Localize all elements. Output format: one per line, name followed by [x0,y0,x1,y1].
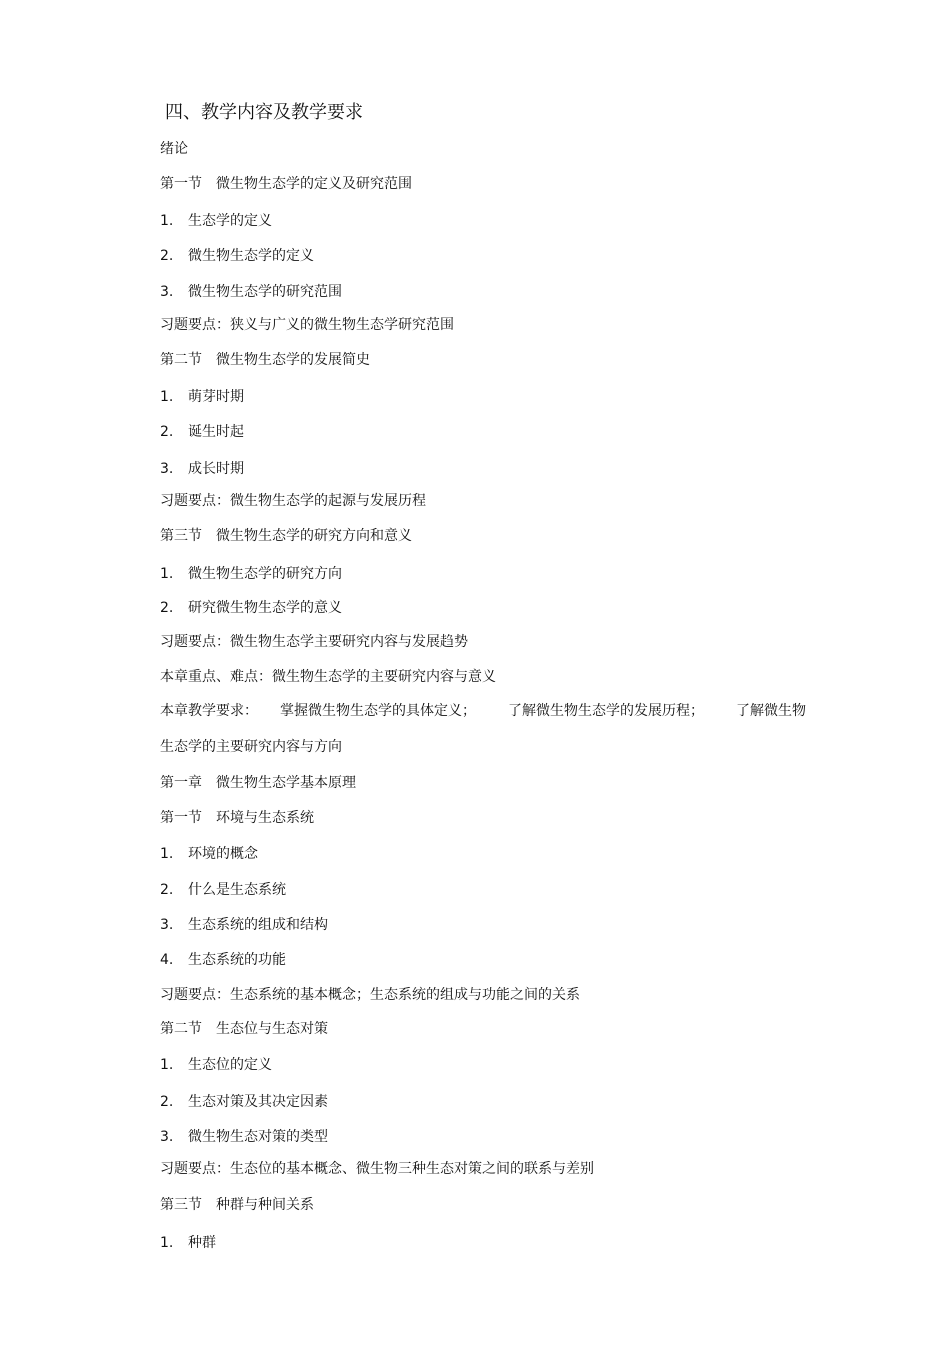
text-line [160,668,496,686]
list-item [160,423,244,441]
text-line [160,351,370,369]
line-text: 习题要点：生态位的基本概念、微生物三种生态对策之间的联系与差别 [160,1161,594,1177]
list-item [160,916,328,934]
text-line [160,492,426,510]
chapter-requirement-continuation: 生态学的主要研究内容与方向 [160,739,342,755]
list-item-number: 3. [160,284,174,300]
line-text: 习题要点：微生物生态学主要研究内容与发展趋势 [160,634,468,650]
list-item [160,1128,328,1146]
list-item [160,565,342,583]
list-item-number: 1. [160,213,174,229]
line-text: 种群 [188,1235,216,1251]
line-text: 诞生时起 [188,424,244,440]
list-item [160,845,258,863]
line-text: 第一章 微生物生态学基本原理 [160,775,356,791]
line-text: 微生物生态对策的类型 [188,1129,328,1145]
requirement-part-1: 掌握微生物生态学的具体定义； [280,703,476,719]
line-text: 第一节 环境与生态系统 [160,810,314,826]
list-item [160,1093,328,1111]
line-text: 习题要点：生态系统的基本概念；生态系统的组成与功能之间的关系 [160,987,580,1003]
line-text: 微生物生态学的研究方向 [188,566,342,582]
line-text: 生态系统的功能 [188,952,286,968]
list-item [160,212,272,230]
list-item-number: 2. [160,882,174,898]
list-item-number: 2. [160,424,174,440]
list-item-number: 4. [160,952,174,968]
line-text: 生态系统的组成和结构 [188,917,328,933]
requirement-part-3: 了解微生物 [736,703,806,719]
list-item [160,951,286,969]
line-text: 微生物生态学的研究范围 [188,284,342,300]
list-item [160,283,342,301]
text-line [160,774,356,792]
text-line [160,140,188,158]
list-item-number: 2. [160,248,174,264]
list-item-number: 2. [160,1094,174,1110]
text-line [160,527,412,545]
list-item [160,1234,216,1252]
text-line [160,316,454,334]
line-text: 第三节 种群与种间关系 [160,1197,314,1213]
line-text: 第一节 微生物生态学的定义及研究范围 [160,176,412,192]
line-text: 第二节 生态位与生态对策 [160,1021,328,1037]
list-item-number: 1. [160,846,174,862]
line-text: 生态对策及其决定因素 [188,1094,328,1110]
list-item-number: 1. [160,1057,174,1073]
list-item-number: 1. [160,1235,174,1251]
section-heading: 四、教学内容及教学要求 [165,102,363,123]
list-item [160,460,244,478]
line-text: 生态位的定义 [188,1057,272,1073]
list-item [160,1056,272,1074]
line-text: 什么是生态系统 [188,882,286,898]
line-text: 萌芽时期 [188,389,244,405]
text-line [160,986,580,1004]
line-text: 第二节 微生物生态学的发展简史 [160,352,370,368]
line-text: 微生物生态学的定义 [188,248,314,264]
list-item [160,599,342,617]
list-item [160,388,244,406]
text-line [160,1020,328,1038]
line-text: 第三节 微生物生态学的研究方向和意义 [160,528,412,544]
list-item [160,881,286,899]
list-item-number: 2. [160,600,174,616]
text-line [160,633,468,651]
line-text: 研究微生物生态学的意义 [188,600,342,616]
chapter-requirement [160,702,806,720]
line-text: 环境的概念 [188,846,258,862]
list-item [160,247,314,265]
list-item-number: 3. [160,461,174,477]
list-item-number: 3. [160,917,174,933]
text-line [160,1196,314,1214]
list-item-number: 1. [160,566,174,582]
line-text: 习题要点：微生物生态学的起源与发展历程 [160,493,426,509]
line-text: 成长时期 [188,461,244,477]
line-text: 习题要点：狭义与广义的微生物生态学研究范围 [160,317,454,333]
list-item-number: 1. [160,389,174,405]
text-line [160,809,314,827]
requirement-part-2: 了解微生物生态学的发展历程； [508,703,704,719]
line-text: 绪论 [160,141,188,157]
requirement-label: 本章教学要求： [160,703,258,719]
line-text: 生态学的定义 [188,213,272,229]
list-item-number: 3. [160,1129,174,1145]
text-line [160,175,412,193]
text-line [160,1160,594,1178]
line-text: 本章重点、难点：微生物生态学的主要研究内容与意义 [160,669,496,685]
